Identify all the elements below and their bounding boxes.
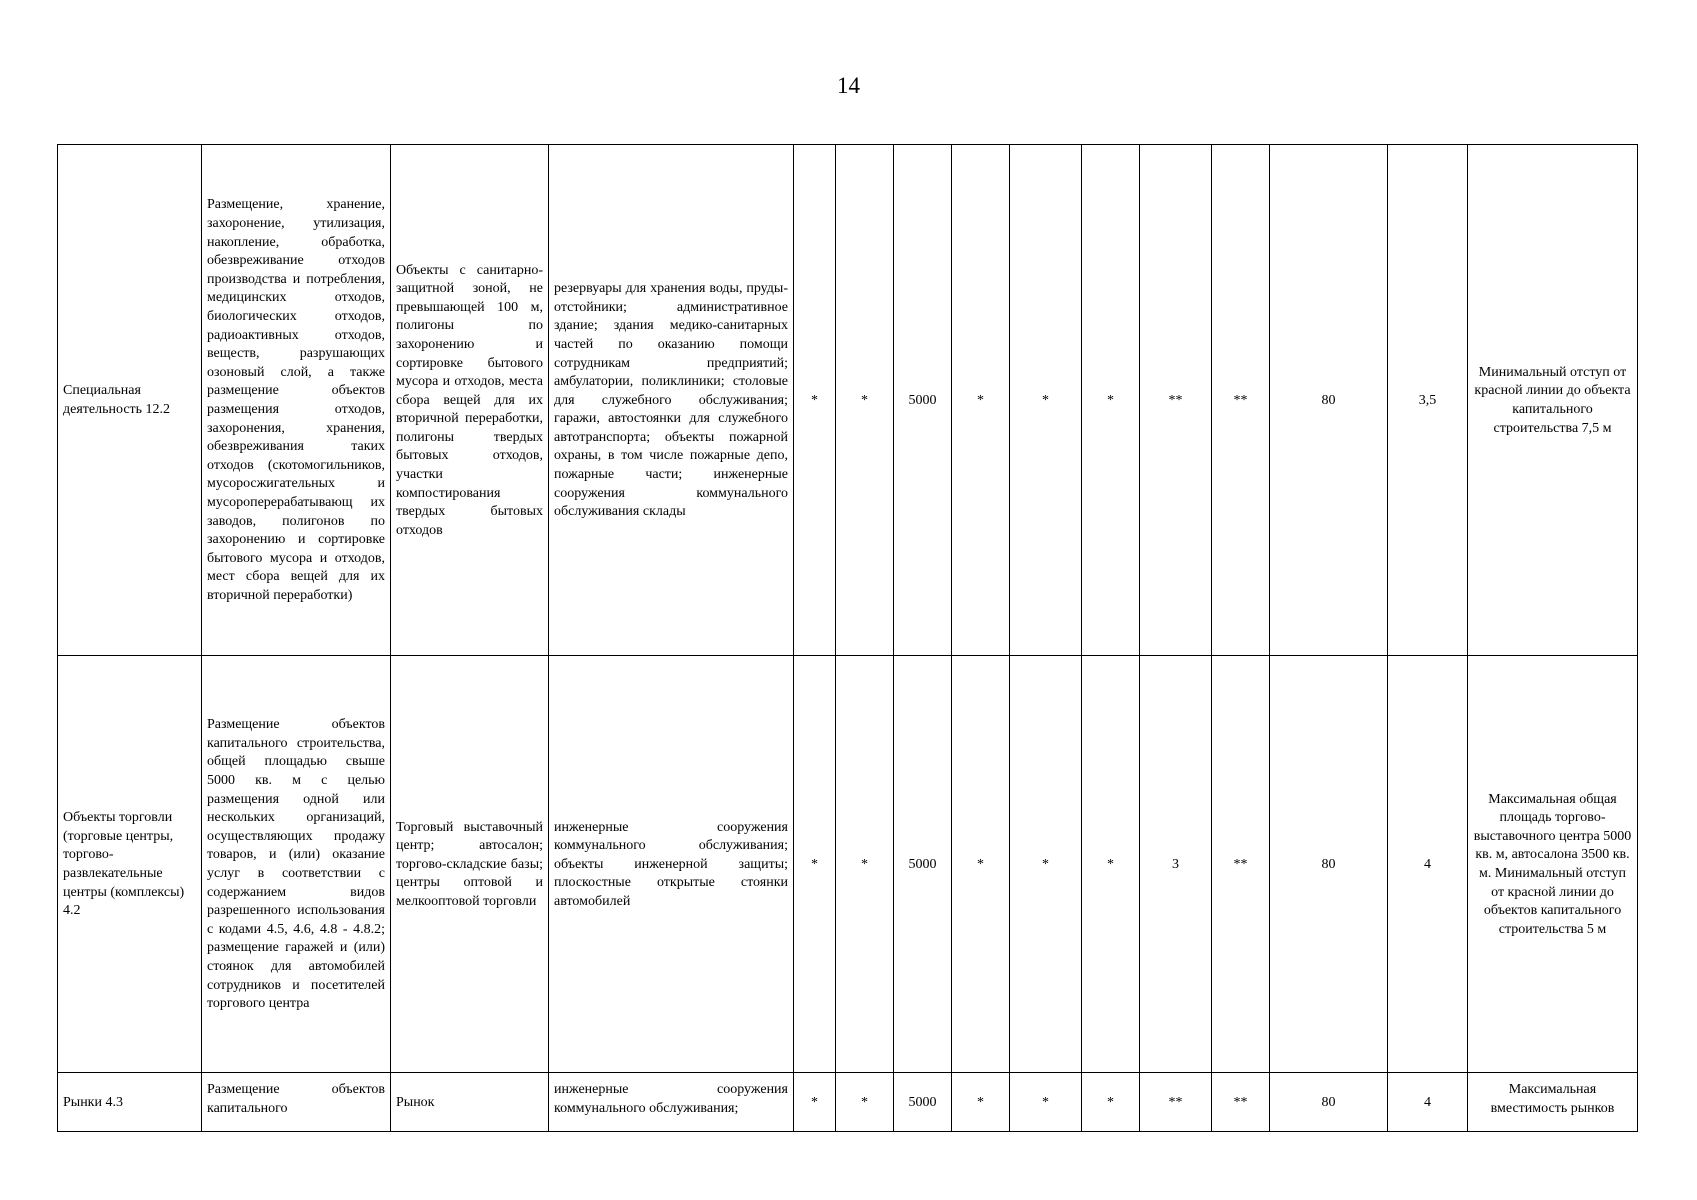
table-row: [58, 656, 1638, 1073]
param-cell: *: [1010, 145, 1082, 656]
auxiliary-objects-cell: резервуары для хранения воды, пруды-отстойники; административное здание; здания медико-санитарных частей по оказанию помощи сотрудникам предприятий; амбулатории, поликлиники; столовые для служебного обслуживания; гаражи, автостоянки для служебного автотранспорта; объекты пожарной охраны, в том числе пожарные депо, пожарные части; инженерные сооружения коммунального обслуживания склады: [549, 145, 794, 656]
param-cell: 4: [1388, 656, 1468, 1073]
use-name-cell: Объекты торговли (торговые центры, торгово-развлекательные центры (комплексы) 4.2: [58, 656, 202, 1073]
use-description-cell: Размещение, хранение, захоронение, утилизация, накопление, обработка, обезвреживание отходов производства и потребления, медицинских отходов, биологических отходов, радиоактивных отходов, веществ, разрушающих озоновый слой, а также размещение объектов размещения отходов, захоронения, хранения, обезвреживания таких отходов (скотомогильников, мусоросжигательных и мусороперерабатывающ их заводов, полигонов по захоронению и сортировке бытового мусора и отходов, мест сбора вещей для их вторичной переработки): [202, 145, 391, 656]
notes-cell: Максимальная вместимость рынков: [1468, 1073, 1638, 1132]
param-cell: 5000: [894, 656, 952, 1073]
table-row: [58, 1073, 1638, 1132]
param-cell: *: [1082, 145, 1140, 656]
main-objects-cell: Объекты с санитарно-защитной зоной, не превышающей 100 м, полигоны по захоронению и сортировке бытового мусора и отходов, места сбора вещей для их вторичной переработки, полигоны твердых бытовых отходов, участки компостирования твердых бытовых отходов: [391, 145, 549, 656]
param-cell: 3,5: [1388, 145, 1468, 656]
table-row: [58, 145, 1638, 656]
param-cell: *: [794, 656, 836, 1073]
notes-cell: Максимальная общая площадь торгово-выставочного центра 5000 кв. м, автосалона 3500 кв. м. Минимальный отступ от красной линии до объектов капитального строительства 5 м: [1468, 656, 1638, 1073]
param-cell: 80: [1270, 1073, 1388, 1132]
param-cell: *: [794, 145, 836, 656]
auxiliary-objects-cell: инженерные сооружения коммунального обслуживания;: [549, 1073, 794, 1132]
use-description-cell: Размещение объектов капитального: [202, 1073, 391, 1132]
param-cell: *: [1010, 1073, 1082, 1132]
regulations-table: [57, 144, 1638, 1132]
page-number: 14: [837, 73, 860, 98]
main-objects-cell: Торговый выставочный центр; автосалон; торгово-складские базы; центры оптовой и мелкооптовой торговли: [391, 656, 549, 1073]
param-cell: *: [836, 656, 894, 1073]
param-cell: *: [952, 656, 1010, 1073]
param-cell: 5000: [894, 145, 952, 656]
param-cell: *: [952, 1073, 1010, 1132]
param-cell: **: [1212, 1073, 1270, 1132]
param-cell: 4: [1388, 1073, 1468, 1132]
param-cell: *: [794, 1073, 836, 1132]
use-name-cell: Специальная деятельность 12.2: [58, 145, 202, 656]
param-cell: **: [1140, 145, 1212, 656]
param-cell: *: [952, 145, 1010, 656]
use-description-cell: Размещение объектов капитального строительства, общей площадью свыше 5000 кв. м с целью размещения одной или нескольких организаций, осуществляющих продажу товаров, и (или) оказание услуг в соответствии с содержанием видов разрешенного использования с кодами 4.5, 4.6, 4.8 - 4.8.2; размещение гаражей и (или) стоянок для автомобилей сотрудников и посетителей торгового центра: [202, 656, 391, 1073]
param-cell: *: [1010, 656, 1082, 1073]
param-cell: 80: [1270, 656, 1388, 1073]
param-cell: **: [1212, 656, 1270, 1073]
param-cell: **: [1140, 1073, 1212, 1132]
param-cell: 80: [1270, 145, 1388, 656]
param-cell: *: [836, 1073, 894, 1132]
auxiliary-objects-cell: инженерные сооружения коммунального обслуживания; объекты инженерной защиты; плоскостные открытые стоянки автомобилей: [549, 656, 794, 1073]
notes-cell: Минимальный отступ от красной линии до объекта капитального строительства 7,5 м: [1468, 145, 1638, 656]
param-cell: **: [1212, 145, 1270, 656]
use-name-cell: Рынки 4.3: [58, 1073, 202, 1132]
param-cell: 5000: [894, 1073, 952, 1132]
param-cell: *: [1082, 656, 1140, 1073]
main-objects-cell: Рынок: [391, 1073, 549, 1132]
param-cell: *: [1082, 1073, 1140, 1132]
param-cell: 3: [1140, 656, 1212, 1073]
param-cell: *: [836, 145, 894, 656]
